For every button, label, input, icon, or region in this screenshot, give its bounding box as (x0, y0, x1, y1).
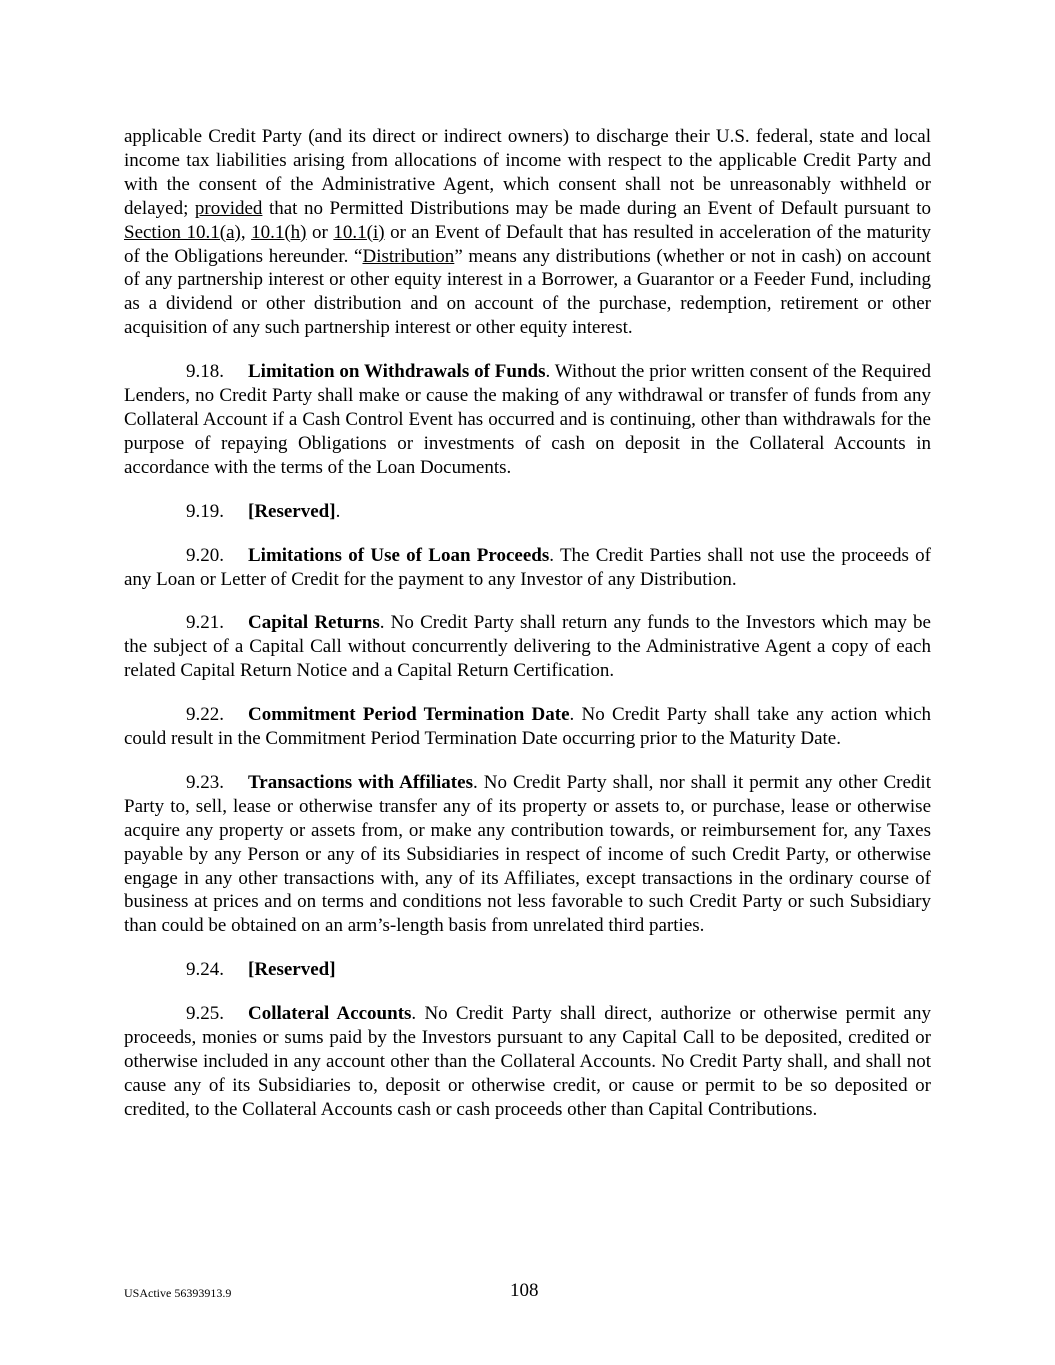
section-heading: Limitations of Use of Loan Proceeds (248, 544, 550, 566)
section-body: . No Credit Party shall direct, authorize or otherwise permit any proceeds, monies or sums paid by the Investors pursuant to any Capital Call to be deposited, credited or otherwise included in any account other than the Collateral Accounts. No Credit Party shall, and shall not cause any of its Subsidiaries to, deposit or otherwise credit, or cause or permit to be so deposited or credited, to the Collateral Accounts cash or cash proceeds other than Capital Contributions. (124, 1003, 931, 1120)
section-heading: Transactions with Affiliates (248, 771, 473, 793)
footer-document-id: USActive 56393913.9 (124, 1286, 232, 1300)
section-number: 9.24. (186, 959, 224, 981)
section-body: . Without the prior written consent of the Required Lenders, no Credit Party shall make or cause the making of any withdrawal or transfer of funds from any Collateral Account if a Cash Control Event has occurred and is continuing, other than withdrawals for the purpose of repaying Obligations or investments of cash on deposit in the Collateral Accounts in accordance with the terms of the Loan Documents. (124, 361, 931, 478)
section-9-22 (124, 703, 931, 751)
section-heading: Capital Returns (248, 612, 380, 634)
section-heading: [Reserved] (248, 959, 336, 981)
section-heading: Collateral Accounts (248, 1003, 412, 1025)
section-reference-link: 10.1(h) (251, 221, 307, 243)
footer-page-number: 108 (510, 1280, 539, 1301)
section-body: . No Credit Party shall return any funds to the Investors which may be the subject of a Capital Call without concurrently delivering to the Administrative Agent a copy of each related Capital Return Notice and a Capital Return Certification. (124, 612, 931, 682)
section-number: 9.21. (186, 612, 224, 634)
section-9-18 (124, 360, 931, 480)
section-heading: [Reserved] (248, 500, 336, 522)
section-number: 9.22. (186, 704, 224, 726)
document-page (124, 125, 931, 1142)
section-body: . No Credit Party shall, nor shall it permit any other Credit Party to, sell, lease or otherwise transfer any of its property or assets to, or purchase, lease or otherwise acquire any property or assets from, or make any contribution towards, or reimbursement for, any Taxes payable by any Person or any of its Subsidiaries in respect of income of such Credit Party, or otherwise engage in any other transactions with, any of its Affiliates, except transactions in the ordinary course of business at prices and on terms and conditions not less favorable to such Credit Party or such Subsidiary than could be obtained on an arm’s-length basis from unrelated third parties. (124, 771, 931, 937)
continuation-paragraph: applicable Credit Party (and its direct or indirect owners) to discharge their U.S. federal, state and local income tax liabilities arising from allocations of income with respect to the applicable Credit Party and with the consent of the Administrative Agent, which consent shall not be unreasonably withheld or delayed; provided that no Permitted Distributions may be made during an Event of Default pursuant to Section 10.1(a), 10.1(h) or 10.1(i) or an Event of Default that has resulted in acceleration of the maturity of the Obligations hereunder. “Distribution” means any distributions (whether or not in cash) on account of any partnership interest or other equity interest in a Borrower, a Guarantor or a Feeder Fund, including as a dividend or other distribution and on account of the purchase, redemption, retirement or other acquisition of any such partnership interest or other equity interest. (124, 126, 932, 339)
defined-term-distribution: Distribution (362, 245, 455, 267)
section-heading: Commitment Period Termination Date (248, 704, 570, 726)
section-heading: Limitation on Withdrawals of Funds (248, 361, 546, 383)
section-number: 9.19. (186, 500, 224, 522)
section-9-19 (124, 500, 931, 524)
section-9-23 (124, 771, 931, 938)
section-number: 9.23. (186, 771, 224, 793)
section-number: 9.20. (186, 544, 224, 566)
section-body: . (335, 500, 341, 522)
section-reference-link: 10.1(i) (333, 221, 385, 243)
section-9-21 (124, 611, 931, 683)
section-number: 9.18. (186, 361, 224, 383)
section-body: . No Credit Party shall take any action which could result in the Commitment Period Termination Date occurring prior to the Maturity Date. (124, 704, 932, 750)
section-9-25 (124, 1002, 931, 1122)
section-9-24 (124, 958, 931, 982)
section-9-20 (124, 544, 931, 592)
section-body: . The Credit Parties shall not use the proceeds of any Loan or Letter of Credit for the payment to any Investor of any Distribution. (124, 544, 931, 590)
section-number: 9.25. (186, 1003, 224, 1025)
section-reference-link: Section 10.1(a) (124, 221, 241, 243)
provided-term: provided (194, 197, 263, 219)
